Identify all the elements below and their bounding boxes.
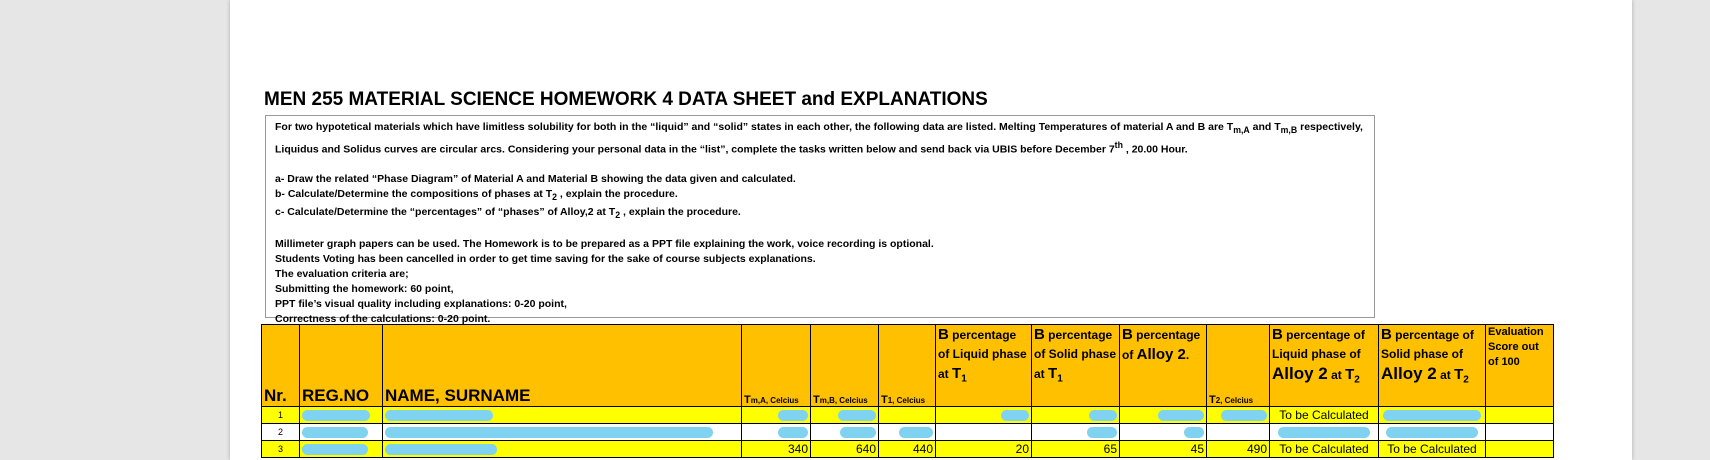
redaction-mark bbox=[899, 427, 933, 438]
note-submitting: Submitting the homework: 60 point, bbox=[275, 282, 454, 295]
note-graph-paper: Millimeter graph papers can be used. The Homework is to be prepared as a PPT file explaining the work, voice recording is optional. bbox=[275, 237, 934, 250]
redaction-mark bbox=[1386, 427, 1478, 438]
redaction-mark bbox=[1278, 427, 1370, 438]
alloy-2-cell bbox=[1120, 407, 1207, 424]
solid-t1-cell bbox=[1032, 407, 1120, 424]
note-criteria: The evaluation criteria are; bbox=[275, 267, 409, 280]
redaction-mark bbox=[840, 427, 876, 438]
header-tmb: Tm,B, Celcius bbox=[811, 325, 879, 407]
tma-cell: 340 bbox=[742, 441, 811, 458]
name-cell bbox=[383, 441, 742, 458]
solid-t1-cell: 65 bbox=[1032, 441, 1120, 458]
name-cell bbox=[383, 407, 742, 424]
row-nr: 1 bbox=[262, 407, 300, 424]
alloy-2-cell: 45 bbox=[1120, 441, 1207, 458]
reg-no-cell bbox=[300, 424, 383, 441]
solid-t1-cell bbox=[1032, 424, 1120, 441]
task-c: c- Calculate/Determine the “percentages” of “phases” of Alloy,2 at $T_2$ , explain the procedure. bbox=[275, 205, 741, 220]
liquid-t2-cell bbox=[1270, 424, 1379, 441]
t1-cell: 440 bbox=[879, 441, 936, 458]
header-reg-no: REG.NO bbox=[300, 325, 383, 407]
redaction-mark bbox=[385, 427, 713, 438]
note-correctness: Correctness of the calculations: 0-20 point. bbox=[275, 312, 491, 325]
redaction-mark bbox=[1158, 410, 1204, 421]
intro-line-2: Liquidus and Solidus curves are circular arcs. Considering your personal data in the “list”, complete the tasks written below and send back via UBIS before December 7th , 20.00 Hour. bbox=[275, 140, 1188, 156]
tma-cell bbox=[742, 407, 811, 424]
redaction-mark bbox=[778, 410, 808, 421]
redaction-mark bbox=[302, 444, 368, 455]
header-nr: Nr. bbox=[262, 325, 300, 407]
table-row bbox=[262, 441, 1554, 458]
solid-t2-cell: To be Calculated bbox=[1379, 441, 1486, 458]
redaction-mark bbox=[302, 410, 370, 421]
note-ppt-quality: PPT file’s visual quality including explanations: 0-20 point, bbox=[275, 297, 567, 310]
redaction-mark bbox=[385, 410, 493, 421]
instructions-box bbox=[265, 115, 1375, 325]
evaluation-cell bbox=[1486, 407, 1554, 424]
redaction-mark bbox=[1221, 410, 1267, 421]
header-solid-t1: B percentage of Solid phase at $T_1$ bbox=[1032, 325, 1120, 407]
table-row bbox=[262, 424, 1554, 441]
redaction-mark bbox=[385, 444, 497, 455]
header-liquid-t1: B percentage of Liquid phase at $T_1$ bbox=[936, 325, 1032, 407]
header-tma: Tm,A, Celcius bbox=[742, 325, 811, 407]
redaction-mark bbox=[778, 427, 808, 438]
header-t2: T2, Celcius bbox=[1207, 325, 1270, 407]
evaluation-cell bbox=[1486, 441, 1554, 458]
liquid-t1-cell bbox=[936, 424, 1032, 441]
evaluation-cell bbox=[1486, 424, 1554, 441]
reg-no-cell bbox=[300, 441, 383, 458]
redaction-mark bbox=[302, 427, 368, 438]
header-evaluation: Evaluation Score out of 100 bbox=[1486, 325, 1554, 407]
reg-no-cell bbox=[300, 407, 383, 424]
t1-cell bbox=[879, 424, 936, 441]
liquid-t2-cell: To be Calculated bbox=[1270, 407, 1379, 424]
header-alloy-2: B percentage of Alloy 2. bbox=[1120, 325, 1207, 407]
redaction-mark bbox=[1089, 410, 1117, 421]
tmb-cell bbox=[811, 407, 879, 424]
table-row bbox=[262, 407, 1554, 424]
header-solid-t2: B percentage of Solid phase of Alloy 2 at $T_2$ bbox=[1379, 325, 1486, 407]
liquid-t1-cell bbox=[936, 407, 1032, 424]
header-liquid-t2: B percentage of Liquid phase of Alloy 2 at $T_2$ bbox=[1270, 325, 1379, 407]
solid-t2-cell bbox=[1379, 407, 1486, 424]
t2-cell bbox=[1207, 424, 1270, 441]
redaction-mark bbox=[1184, 427, 1204, 438]
t2-cell: 490 bbox=[1207, 441, 1270, 458]
name-cell bbox=[383, 424, 742, 441]
row-nr: 2 bbox=[262, 424, 300, 441]
header-t1: T1, Celcius bbox=[879, 325, 936, 407]
tma-cell bbox=[742, 424, 811, 441]
redaction-mark bbox=[1383, 410, 1481, 421]
intro-line-1: For two hypotetical materials which have limitless solubility for both in the “liquid” and “solid” states in each other, the following data are listed. Melting Temperatures of material A and B are $T_{m,A}$ and $T_{m,B}$ respectively, bbox=[275, 121, 1363, 136]
header-name-surname: NAME, SURNAME bbox=[383, 325, 742, 407]
task-b: b- Calculate/Determine the compositions of phases at $T_2$ , explain the procedure. bbox=[275, 187, 678, 202]
table-header-row bbox=[262, 325, 1554, 407]
liquid-t1-cell: 20 bbox=[936, 441, 1032, 458]
task-a: a- Draw the related “Phase Diagram” of Material A and Material B showing the data given and calculated. bbox=[275, 172, 796, 185]
note-voting: Students Voting has been cancelled in order to get time saving for the sake of course subjects explanations. bbox=[275, 252, 816, 265]
redaction-mark bbox=[1087, 427, 1117, 438]
liquid-t2-cell: To be Calculated bbox=[1270, 441, 1379, 458]
tmb-cell bbox=[811, 424, 879, 441]
student-data-table bbox=[261, 324, 1554, 458]
alloy-2-cell bbox=[1120, 424, 1207, 441]
solid-t2-cell bbox=[1379, 424, 1486, 441]
redaction-mark bbox=[838, 410, 876, 421]
t2-cell bbox=[1207, 407, 1270, 424]
tmb-cell: 640 bbox=[811, 441, 879, 458]
redaction-mark bbox=[1001, 410, 1029, 421]
document-title: MEN 255 MATERIAL SCIENCE HOMEWORK 4 DATA SHEET and EXPLANATIONS bbox=[264, 89, 988, 110]
t1-cell bbox=[879, 407, 936, 424]
row-nr: 3 bbox=[262, 441, 300, 458]
